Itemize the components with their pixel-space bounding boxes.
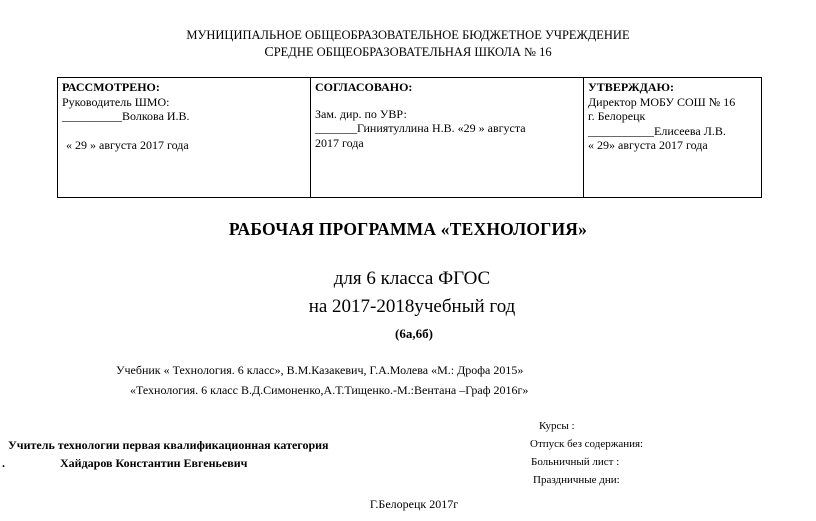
textbook-line1: Учебник « Технология. 6 класс», В.М.Казакевич, Г.А.Молева «М.: Дрофа 2015»	[116, 363, 524, 377]
textbook-line2: «Технология. 6 класс В.Д.Симоненко,А.Т.Тищенко.-М.:Вентана –Граф 2016г»	[130, 383, 529, 397]
reviewed-title: РАССМОТРЕНО:	[62, 80, 160, 94]
approval-reviewed-cell	[58, 78, 311, 198]
school-name-line1: МУНИЦИПАЛЬНОЕ ОБЩЕОБРАЗОВАТЕЛЬНОЕ БЮДЖЕТНОЕ УЧРЕЖДЕНИЕ	[186, 28, 630, 42]
approval-approved-cell	[584, 78, 762, 198]
approved-city: г. Белорецк	[588, 109, 646, 123]
program-title: РАБОЧАЯ ПРОГРАММА «ТЕХНОЛОГИЯ»	[228, 219, 588, 239]
school-name-line2-rest: РЕДНЕ ОБЩЕОБРАЗОВАТЕЛЬНАЯ ШКОЛА № 16	[273, 45, 552, 59]
school-name-line2	[0, 45, 816, 61]
approved-date: « 29» августа 2017 года	[588, 138, 708, 152]
program-year: на 2017-2018учебный год	[308, 296, 516, 317]
reviewed-date: « 29 » августа 2017 года	[66, 137, 189, 152]
hours-courses: Курсы :	[539, 420, 575, 432]
teacher-role: Учитель технологии первая квалификационная категория	[8, 438, 329, 452]
program-classes: (6а,6б)	[395, 326, 433, 341]
agreed-role: Зам. дир. по УВР:	[315, 106, 407, 121]
approval-agreed-cell	[311, 78, 584, 198]
agreed-title: СОГЛАСОВАНО:	[315, 80, 413, 94]
hours-sick-leave: Больничный лист :	[531, 456, 620, 468]
approval-table	[57, 77, 762, 198]
hours-unpaid-leave: Отпуск без содержания:	[530, 438, 644, 450]
agreed-signature: _______Гиниятуллина Н.В. «29 » августа	[315, 121, 526, 135]
reviewed-role: Руководитель ШМО:	[62, 94, 170, 109]
approved-signature: ___________Елисеева Л.В.	[588, 123, 726, 138]
agreed-date: 2017 года	[315, 135, 364, 150]
approved-role: Директор МОБУ СОШ № 16	[588, 94, 736, 109]
teacher-bullet: .	[2, 456, 5, 470]
approved-title: УТВЕРЖДАЮ:	[588, 80, 675, 94]
hours-holidays: Праздничные дни:	[533, 474, 620, 486]
teacher-name: Хайдаров Константин Евгеньевич	[60, 456, 248, 470]
school-name-line2-cap: С	[264, 45, 274, 60]
footer-place-year: Г.Белорецк 2017г	[369, 497, 459, 511]
reviewed-signature: __________Волкова И.В.	[62, 109, 190, 123]
program-grade: для 6 класса ФГОС	[333, 268, 491, 289]
